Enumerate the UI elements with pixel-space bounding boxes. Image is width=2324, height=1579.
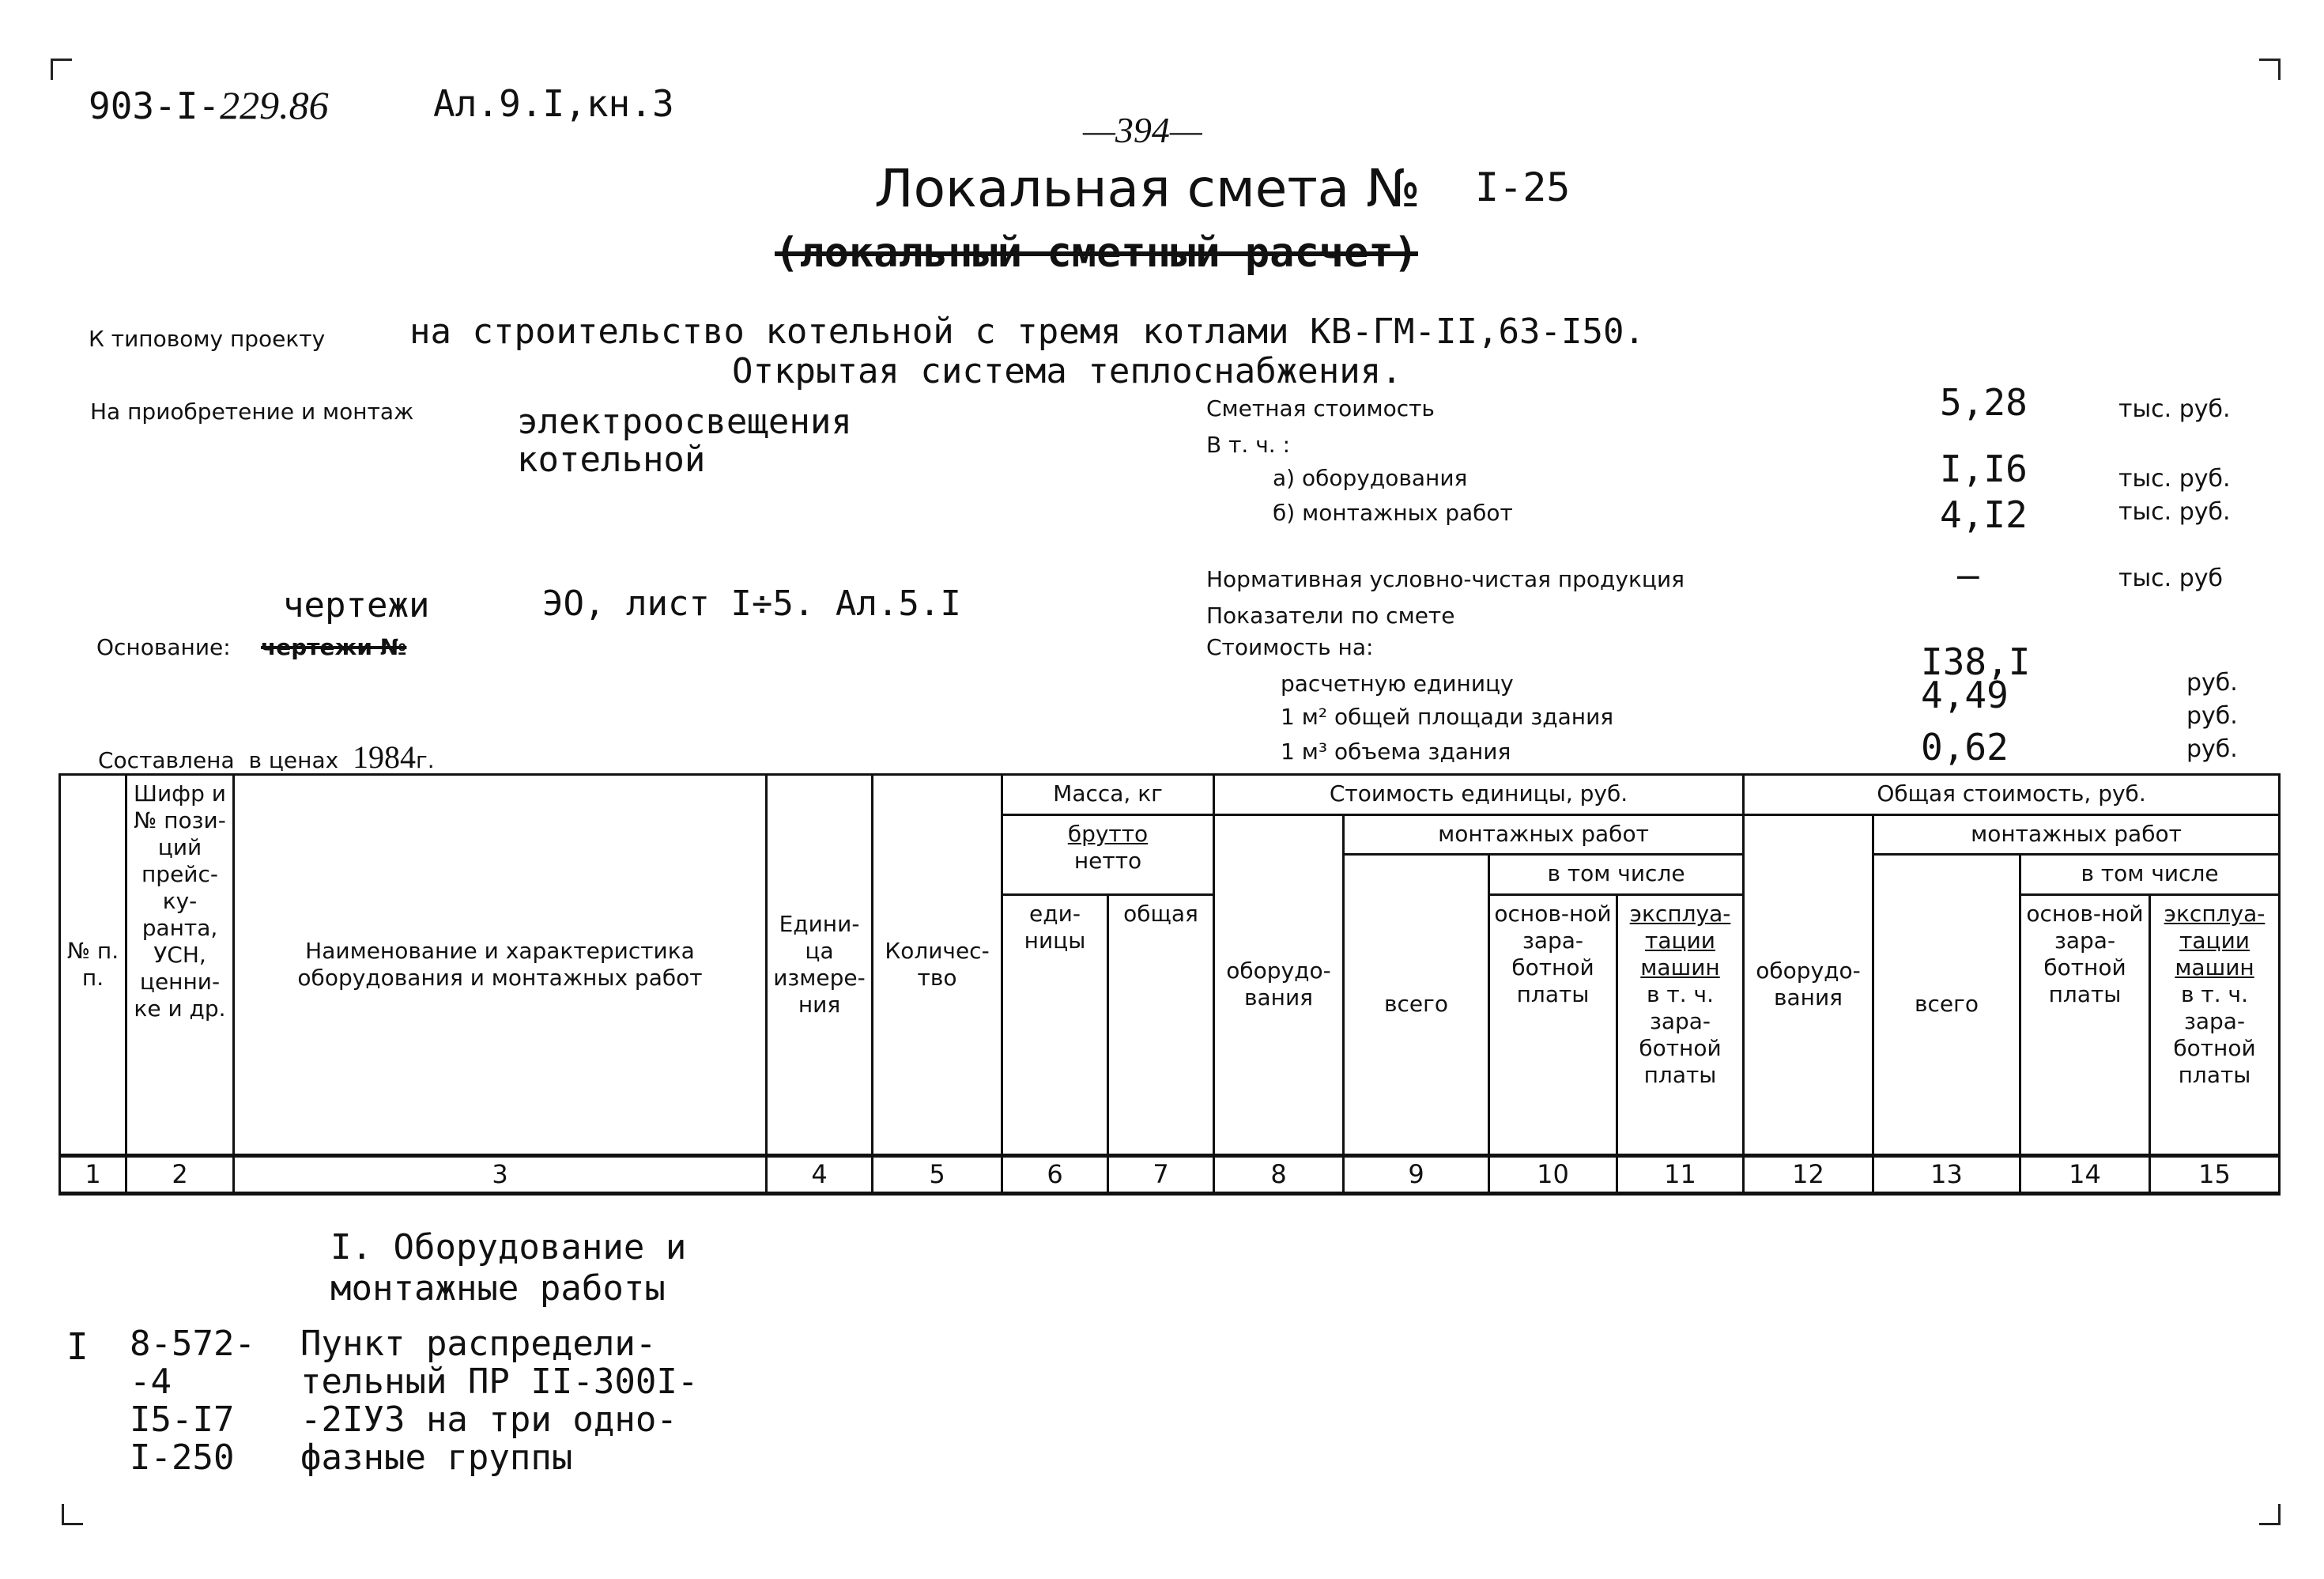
total-machines-header: эксплуа-тации машин в т. ч. зара-ботной платы <box>2150 894 2280 1155</box>
unit-incl-header: в том числе <box>1489 855 1744 895</box>
column-number-cell: 6 <box>1002 1155 1108 1194</box>
col-total-cost-header: Общая стоимость, руб. <box>1744 775 2280 815</box>
page-title: Локальная смета № <box>874 158 1420 219</box>
project-text-line1: на строительство котельной с тремя котлами КВ-ГМ-II,63-I50. <box>409 312 1645 352</box>
column-number-cell: 14 <box>2020 1155 2150 1194</box>
estimated-cost-value: 5,28 <box>1940 381 2028 424</box>
area-unit: руб. <box>2186 702 2238 730</box>
column-number-cell: 1 <box>60 1155 126 1194</box>
total-incl-header: в том числе <box>2020 855 2280 895</box>
purchase-label: На приобретение и монтаж <box>90 399 414 425</box>
column-number-cell: 4 <box>767 1155 873 1194</box>
section-title: I. Оборудование и монтажные работы <box>330 1227 687 1309</box>
column-number-cell: 3 <box>234 1155 767 1194</box>
col-unit-header: Едини-ца измере-ния <box>767 775 873 1156</box>
row-description: Пункт распредели- тельный ПР II-300I- -2IУ3 на три одно- фазные группы <box>300 1324 699 1478</box>
install-label: б) монтажных работ <box>1273 500 1513 526</box>
unit-equipment-header: оборудо-вания <box>1214 814 1344 1155</box>
row-number: I <box>66 1325 89 1368</box>
brutto-netto-header: брутто нетто <box>1002 814 1214 894</box>
purchase-text-line1: электроосвещения <box>517 402 852 442</box>
project-label: К типовому проекту <box>89 326 326 352</box>
area-label: 1 м² общей площади здания <box>1281 704 1614 730</box>
equipment-unit: тыс. руб. <box>2118 465 2231 493</box>
normative-value: – <box>1957 553 1979 596</box>
purchase-text-line2: котельной <box>517 440 706 480</box>
estimated-cost-unit: тыс. руб. <box>2118 395 2231 423</box>
row-price-code: 8-572- -4 I5-I7 I-250 <box>130 1324 255 1478</box>
normative-unit: тыс. руб <box>2118 565 2224 592</box>
column-number-cell: 5 <box>873 1155 1002 1194</box>
mass-unit-header: еди-ницы <box>1002 894 1108 1155</box>
unit-install-total-header: всего <box>1344 855 1489 1156</box>
basis-struck: чертежи № <box>261 634 407 660</box>
total-base-wage-header: основ-ной зара-ботной платы <box>2020 894 2150 1155</box>
col-qty-header: Количес-тво <box>873 775 1002 1156</box>
basis-sheets: ЭО, лист I÷5. Ал.5.I <box>542 584 961 624</box>
volume-unit: руб. <box>2186 735 2238 763</box>
unit-machines-header: эксплуа-тации машин в т. ч. зара-ботной платы <box>1617 894 1744 1155</box>
corner-mark-bottom-left <box>62 1504 83 1525</box>
project-text-line2: Открытая система теплоснабжения. <box>732 351 1402 391</box>
install-unit: тыс. руб. <box>2118 498 2231 526</box>
equipment-label: а) оборудования <box>1273 465 1468 491</box>
calc-unit-label: расчетную единицу <box>1281 671 1514 697</box>
install-value: 4,I2 <box>1940 493 2028 536</box>
estimate-number: I-25 <box>1475 164 1571 210</box>
total-install-total-header: всего <box>1873 855 2020 1156</box>
column-number-cell: 2 <box>126 1155 234 1194</box>
unit-base-wage-header: основ-ной зара-ботной платы <box>1489 894 1617 1155</box>
column-number-cell: 12 <box>1744 1155 1873 1194</box>
basis-label: Основание: <box>96 634 231 660</box>
column-numbers-row <box>60 1155 2280 1194</box>
corner-mark-top-right <box>2259 59 2281 80</box>
estimated-cost-label: Сметная стоимость <box>1206 395 1435 421</box>
compiled-label: Составлена в ценах 1984г. <box>98 739 435 775</box>
area-value: 4,49 <box>1921 674 2009 716</box>
album-reference: Ал.9.I,кн.3 <box>433 82 674 125</box>
column-number-cell: 8 <box>1214 1155 1344 1194</box>
incl-label: В т. ч. : <box>1206 432 1290 458</box>
equipment-value: I,I6 <box>1940 448 2028 490</box>
page-number: —394— <box>1083 110 1202 150</box>
calc-unit-unit: руб. <box>2186 669 2238 697</box>
estimate-table <box>58 773 2281 1196</box>
col-unit-cost-header: Стоимость единицы, руб. <box>1214 775 1744 815</box>
col-number-header: № п. п. <box>60 775 126 1156</box>
corner-mark-top-left <box>51 59 72 80</box>
column-number-cell: 7 <box>1108 1155 1214 1194</box>
column-number-cell: 9 <box>1344 1155 1489 1194</box>
column-number-cell: 10 <box>1489 1155 1617 1194</box>
volume-label: 1 м³ объема здания <box>1281 739 1511 765</box>
col-code-header: Шифр и № пози-ций прейс-ку-ранта, УСН, ценни-ке и др. <box>126 775 234 1156</box>
normative-label: Нормативная условно-чистая продукция <box>1206 566 1685 592</box>
col-name-header: Наименование и характеристика оборудования и монтажных работ <box>234 775 767 1156</box>
col-mass-header: Масса, кг <box>1002 775 1214 815</box>
total-install-header: монтажных работ <box>1873 814 2280 855</box>
cost-on-label: Стоимость на: <box>1206 634 1374 660</box>
column-number-cell: 13 <box>1873 1155 2020 1194</box>
total-equipment-header: оборудо-вания <box>1744 814 1873 1155</box>
basis-drawings: чертежи <box>283 585 430 625</box>
mass-total-header: общая <box>1108 894 1214 1155</box>
column-number-cell: 11 <box>1617 1155 1744 1194</box>
struck-subtitle: (локальный сметный расчет) <box>775 229 1418 277</box>
calc-unit-value: I38,I <box>1921 640 2031 683</box>
unit-install-header: монтажных работ <box>1344 814 1744 855</box>
column-number-cell: 15 <box>2150 1155 2280 1194</box>
indicators-label: Показатели по смете <box>1206 603 1455 629</box>
corner-mark-bottom-right <box>2259 1504 2281 1525</box>
document-code: 903-I-229.86 <box>89 83 329 127</box>
volume-value: 0,62 <box>1921 726 2009 769</box>
